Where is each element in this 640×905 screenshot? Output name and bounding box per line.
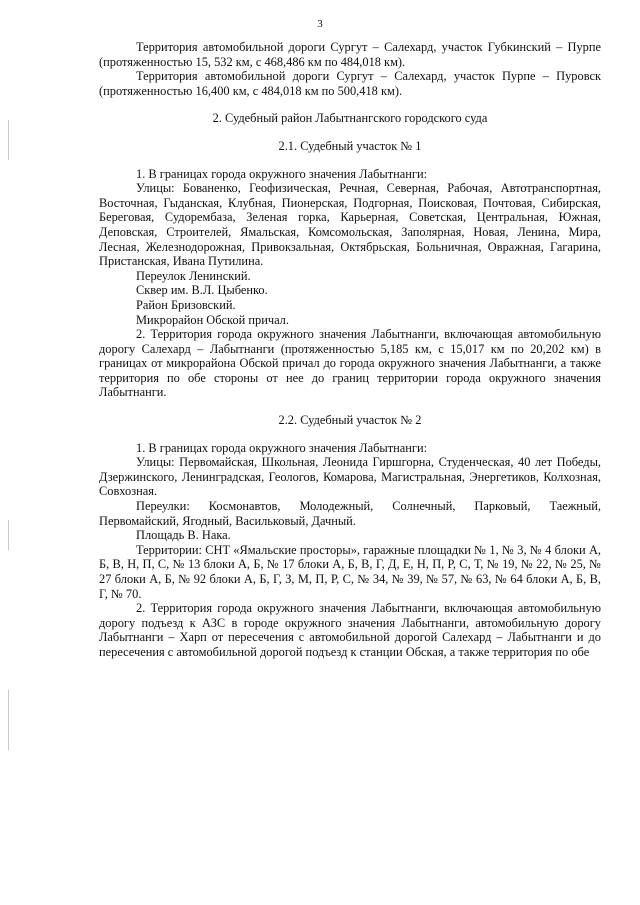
s21-lane: Переулок Ленинский.: [136, 268, 251, 283]
s22-item2: 2. Территория города окружного значения Лабытнанги, включающая автомобильную дорогу подъезд к АЗС в городе окружного значения Лабытнанги, автомобильную дорогу Лабытнанги – Харп от пересечения с автомобильной дорогой Салехард – Лабытнанги и до пересечения с автомобильной дорогой подъезд к станции Обская, а также территория по обе: [99, 601, 601, 659]
s22-item1-heading: 1. В границах города окружного значения Лабытнанги:: [136, 440, 428, 455]
s22-lanes: Переулки: Космонавтов, Молодежный, Солнечный, Парковый, Таежный, Первомайский, Ягодный, Васильковый, Дачный.: [99, 499, 601, 528]
s21-item1-heading: 1. В границах города окружного значения Лабытнанги:: [136, 166, 428, 181]
intro-paragraph-1: Территория автомобильной дороги Сургут – Салехард, участок Губкинский – Пурпе (протяженностью 15, 532 км, с 468,486 км по 484,018 км).: [99, 40, 601, 69]
s22-territories: Территории: СНТ «Ямальские просторы», гаражные площадки № 1, № 3, № 4 блоки А, Б, В, Н, П, С, № 13 блоки А, Б, № 17 блоки А, Б, В, Г, Д, Е, Н, П, Р, С, Т, № 19, № 22, № 25, № 27 блоки А, Б, № 92 блоки А, Б, Г, З, М, П, Р, С, № 34, № 39, № 57, № 63, № 64 блоки А, Б, В, Г, № 70.: [99, 542, 601, 601]
scan-margin-mark: [8, 520, 9, 550]
s21-district: Район Бризовский.: [136, 297, 236, 312]
s21-item2: 2. Территория города окружного значения Лабытнанги, включающая автомобильную дорогу Салехард – Лабытнанги (протяженностью 5,185 км, с 15,017 км по 20,202 км) в границах от микрорайона Обской причал до города окружного значения Лабытнанги, а также территория по обе стороны от нее до границ территории города окружного значения Лабытнанги.: [99, 327, 601, 400]
subsection-2-2-title: 2.2. Судебный участок № 2: [278, 413, 422, 428]
s22-square: Площадь В. Нака.: [136, 528, 231, 543]
scan-margin-mark: [8, 120, 9, 160]
scan-margin-mark: [8, 690, 9, 750]
page-number: 3: [317, 18, 323, 30]
s22-streets: Улицы: Первомайская, Школьная, Леонида Гиршгорна, Студенческая, 40 лет Победы, Дзержинского, Ленинградская, Геологов, Комарова, Магистральная, Энергетиков, Колхозная, Совхозная.: [99, 455, 601, 499]
section-2-title: 2. Судебный район Лабытнангского городского суда: [212, 111, 488, 126]
s21-microdistrict: Микрорайон Обской причал.: [136, 312, 289, 327]
s21-square: Сквер им. В.Л. Цыбенко.: [136, 283, 268, 298]
s21-streets: Улицы: Бованенко, Геофизическая, Речная, Северная, Рабочая, Автотранспортная, Восточная, Гыданская, Клубная, Пионерская, Подгорная, Поисковая, Почтовая, Сибирская, Береговая, Судорембаза, Зеленая горка, Карьерная, Советская, Центральная, Южная, Деповская, Строителей, Ямальская, Комсомольская, Заполярная, Новая, Ленина, Мира, Лесная, Железнодорожная, Привокзальная, Октябрьская, Больничная, Овражная, Гагарина, Пристанская, Ивана Путилина.: [99, 181, 601, 269]
intro-paragraph-2: Территория автомобильной дороги Сургут – Салехард, участок Пурпе – Пуровск (протяженностью 16,400 км, с 484,018 км по 500,418 км).: [99, 69, 601, 98]
subsection-2-1-title: 2.1. Судебный участок № 1: [278, 138, 422, 153]
document-body: [99, 40, 601, 660]
